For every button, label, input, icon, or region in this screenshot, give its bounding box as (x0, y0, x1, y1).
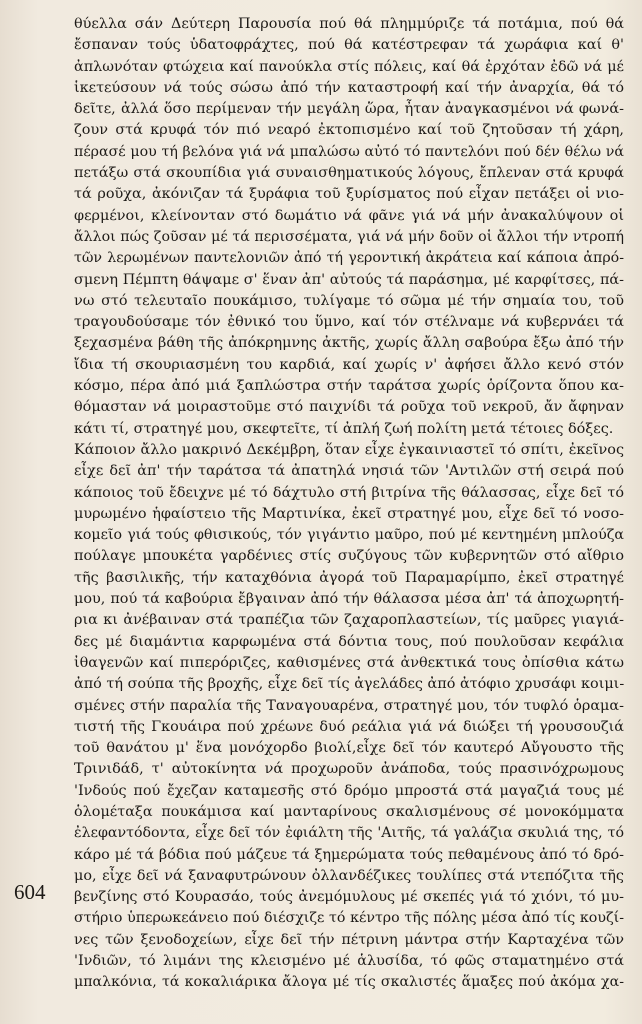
text-line: τιστή τῆς Γκουάιρα πού χρέωνε δυό ρεάλια γιά νά διώξει τή γρουσουζιά (74, 718, 624, 735)
body-text (74, 14, 624, 994)
text-line: σμενη Πέμπτη θάψαμε σ' ἕναν ἀπ' αὐτούς τά παράσημα, μέ καρφίτσες, πά- (74, 271, 624, 288)
text-line: ἀπό τή σούπα τῆς βροχῆς, εἶχε δεῖ τίς ἀγελάδες ἀπό ἀτόφιο χρυσάφι κοιμι- (74, 676, 624, 693)
text-line: δεῖτε, ἀλλά ὅσο περίμεναν τήν μεγάλη ὥρα, ἦταν ἀναγκασμένοι νά φωνά- (74, 101, 624, 118)
text-line: πετάξω στά σκουπίδια γιά συναισθηματικούς λόγους, ἔπλεναν στά κρυφά (74, 165, 624, 182)
text-line: Τρινιδάδ, τ' αὐτοκίνητα νά προχωροῦν ἀνάποδα, τούς πρασινόχρωμους (74, 761, 624, 778)
text-line: τραγουδούσαμε τόν ἐθνικό του ὕμνο, καί τόν στέλναμε νά κυβερνάει τά (74, 314, 624, 331)
text-line: μυρωμένο ἡφαίστειο τῆς Μαρτινίκα, ἐκεῖ στρατηγέ μου, εἶχε δεῖ τό νοσο- (74, 505, 624, 522)
text-line: ἰθαγενῶν καί πιπερόριζες, καθισμένες στά ἀνθεκτικά τους ὀπίσθια κάτω (74, 654, 624, 671)
text-line: μο, εἶχε δεῖ νά ξαναφυτρώνουν ὀλλανδέζικες τουλίπες στά ντεπόζιτα τῆς (74, 867, 624, 884)
text-line: 'Ινδιῶν, τό λιμάνι της κλεισμένο μέ ἁλυσίδα, τό φῶς σταματημένο στά (74, 953, 624, 970)
text-line: νες τῶν ξενοδοχείων, εἶχε δεῖ τήν πέτρινη μάντρα στήν Καρταχένα τῶν (74, 931, 624, 948)
text-line: ἱκετεύσουν νά τούς σώσω ἀπό τήν καταστροφή καί τήν ἀναρχία, θά τό (74, 79, 624, 96)
text-line: 'Ινδούς πού ἔχεζαν καταμεσῆς στό δρόμο μπροστά στά μαγαζιά τους μέ (74, 782, 624, 799)
text-line: τῆς βασιλικῆς, τήν καταχθόνια ἀγορά τοῦ Παραμαρίμπο, ἐκεῖ στρατηγέ (74, 569, 624, 586)
text-line: τά ροῦχα, ἀκόνιζαν τά ξυράφια τοῦ ξυρίσματος πού εἶχαν πετάξει οἱ νιο- (74, 186, 624, 203)
text-line: μου, πού τά καβούρια ἔβγαιναν ἀπό τήν θάλασσα μέσα ἀπ' τά ἀποχωρητή- (74, 591, 624, 608)
text-line: μπαλκόνια, τά κοκαλιάρικα ἄλογα μέ τίς σκαλιστές ἅμαξες πού ἀκόμα χα- (74, 974, 624, 991)
text-line: θόμασταν νά μοιραστοῦμε στό παιχνίδι τά ροῦχα τοῦ νεκροῦ, ἄν ἄφηναν (74, 399, 624, 416)
text-line: ἄλλοι πώς ζοῦσαν μέ τά περισσέματα, γιά νά μήν δοῦν οἱ ἄλλοι τήν ντροπή (74, 228, 624, 245)
text-line: εἶχε δεῖ ἀπ' τήν ταράτσα τά ἀπατηλά νησιά τῶν 'Αντιλῶν στή σειρά πού (74, 463, 624, 480)
text-line: δες μέ διαμάντια καρφωμένα στά δόντια τους, πού πουλοῦσαν κεφάλια (74, 633, 624, 650)
text-line: Κάποιον ἄλλο μακρινό Δεκέμβρη, ὅταν εἶχε ἐγκαινιαστεῖ τό σπίτι, ἐκεῖνος (74, 441, 624, 458)
text-line: κομεῖο γιά τούς φθισικούς, τόν γιγάντιο μαῦρο, πού μέ κεντημένη μπλούζα (74, 527, 624, 544)
text-line: ξεχασμένα βάθη τῆς ἀπόκρημνης ἀκτῆς, χωρίς ἄλλη σαβούρα ἔξω ἀπό τήν (74, 335, 624, 352)
text-line: ἔσπαναν τούς ὑδατοφράχτες, πού θά κατέστρεφαν τά χωράφια καί θ' (74, 37, 624, 54)
text-line: τῶν λερωμένων παντελονιῶν ἀπό τή γεροντική ἀκράτεια καί κάποια ἀπρό- (74, 250, 624, 267)
text-line: ὁλομέταξα πουκάμισα καί μανταρίνους σκαλισμένους σέ μονοκόμματα (74, 803, 624, 820)
text-line: κάτι τί, στρατηγέ μου, σκεφτεῖτε, τί ἀπλή ζωή πολίτη μετά τέτοιες δόξες. (74, 420, 614, 437)
text-line: σμένες στήν παραλία τῆς Ταναγουαρένα, στρατηγέ μου, τόν τυφλό ὁραμα- (74, 697, 624, 714)
text-line: κάποιος τοῦ ἔδειχνε μέ τό δάχτυλο στή βιτρίνα τῆς θάλασσας, εἶχε δεῖ τό (74, 484, 624, 501)
text-line: ἀπλωνόταν φτώχεια καί πανούκλα στίς πόλεις, καί θά ἐρχόταν ἐδῶ νά μέ (74, 58, 624, 75)
text-line: στήριο ὑπερωκεάνειο πού διέσχιζε τό κέντρο τῆς πόλης μέσα ἀπό τίς κουζί- (74, 910, 624, 927)
text-line: ρια κι ἀνέβαιναν στά τραπέζια τῶν ζαχαροπλαστείων, τίς μαῦρες γιαγιά- (74, 612, 624, 629)
text-line: κόσμο, πέρα ἀπό μιά ξαπλώστρα στήν ταράτσα χωρίς ὁρίζοντα ὅπου κα- (74, 378, 624, 395)
page-number: 604 (14, 880, 46, 904)
text-line: φερμένοι, κλείνονταν στό δωμάτιο νά φᾶνε γιά νά μήν ἀνακαλύψουν οἱ (74, 207, 624, 224)
text-line: νω στό τελευταῖο πουκάμισο, τυλίγαμε τό σῶμα μέ τήν σημαία του, τοῦ (74, 292, 624, 309)
text-line: ζουν στά κρυφά τόν πιό νεαρό ἐκτοπισμένο καί τοῦ ζητοῦσαν τή χάρη, (74, 122, 624, 139)
text-line: τοῦ θανάτου μ' ἕνα μονόχορδο βιολί,εἶχε δεῖ τόν καυτερό Αὔγουστο τῆς (74, 740, 624, 757)
text-line: κάρο μέ τά βόδια πού μάζευε τά ξημερώματα τούς πεθαμένους ἀπό τό δρό- (74, 846, 624, 863)
text-line: βενζίνης στό Κουρασάο, τούς ἀνεμόμυλους μέ σκεπές γιά τό χιόνι, τό μυ- (74, 889, 624, 906)
text-line: πέρασέ μου τή βελόνα γιά νά μπαλώσω αὐτό τό παντελόνι πού δέν θέλω νά (74, 143, 624, 160)
text-line: ἐλεφαντόδοντα, εἶχε δεῖ τόν ἐφιάλτη τῆς 'Αιτῆς, τά γαλάζια σκυλιά της, τό (74, 825, 624, 842)
text-line: θύελλα σάν Δεύτερη Παρουσία πού θά πλημμύριζε τά ποτάμια, πού θά (74, 16, 624, 32)
text-line: ἴδια τή σκουριασμένη του καρδιά, καί χωρίς ν' ἀφήσει ἄλλο κενό στόν (74, 356, 624, 373)
text-line: πούλαγε μπουκέτα γαρδένιες στίς συζύγους τῶν κυβερνητῶν στό αἴθριο (74, 548, 624, 565)
